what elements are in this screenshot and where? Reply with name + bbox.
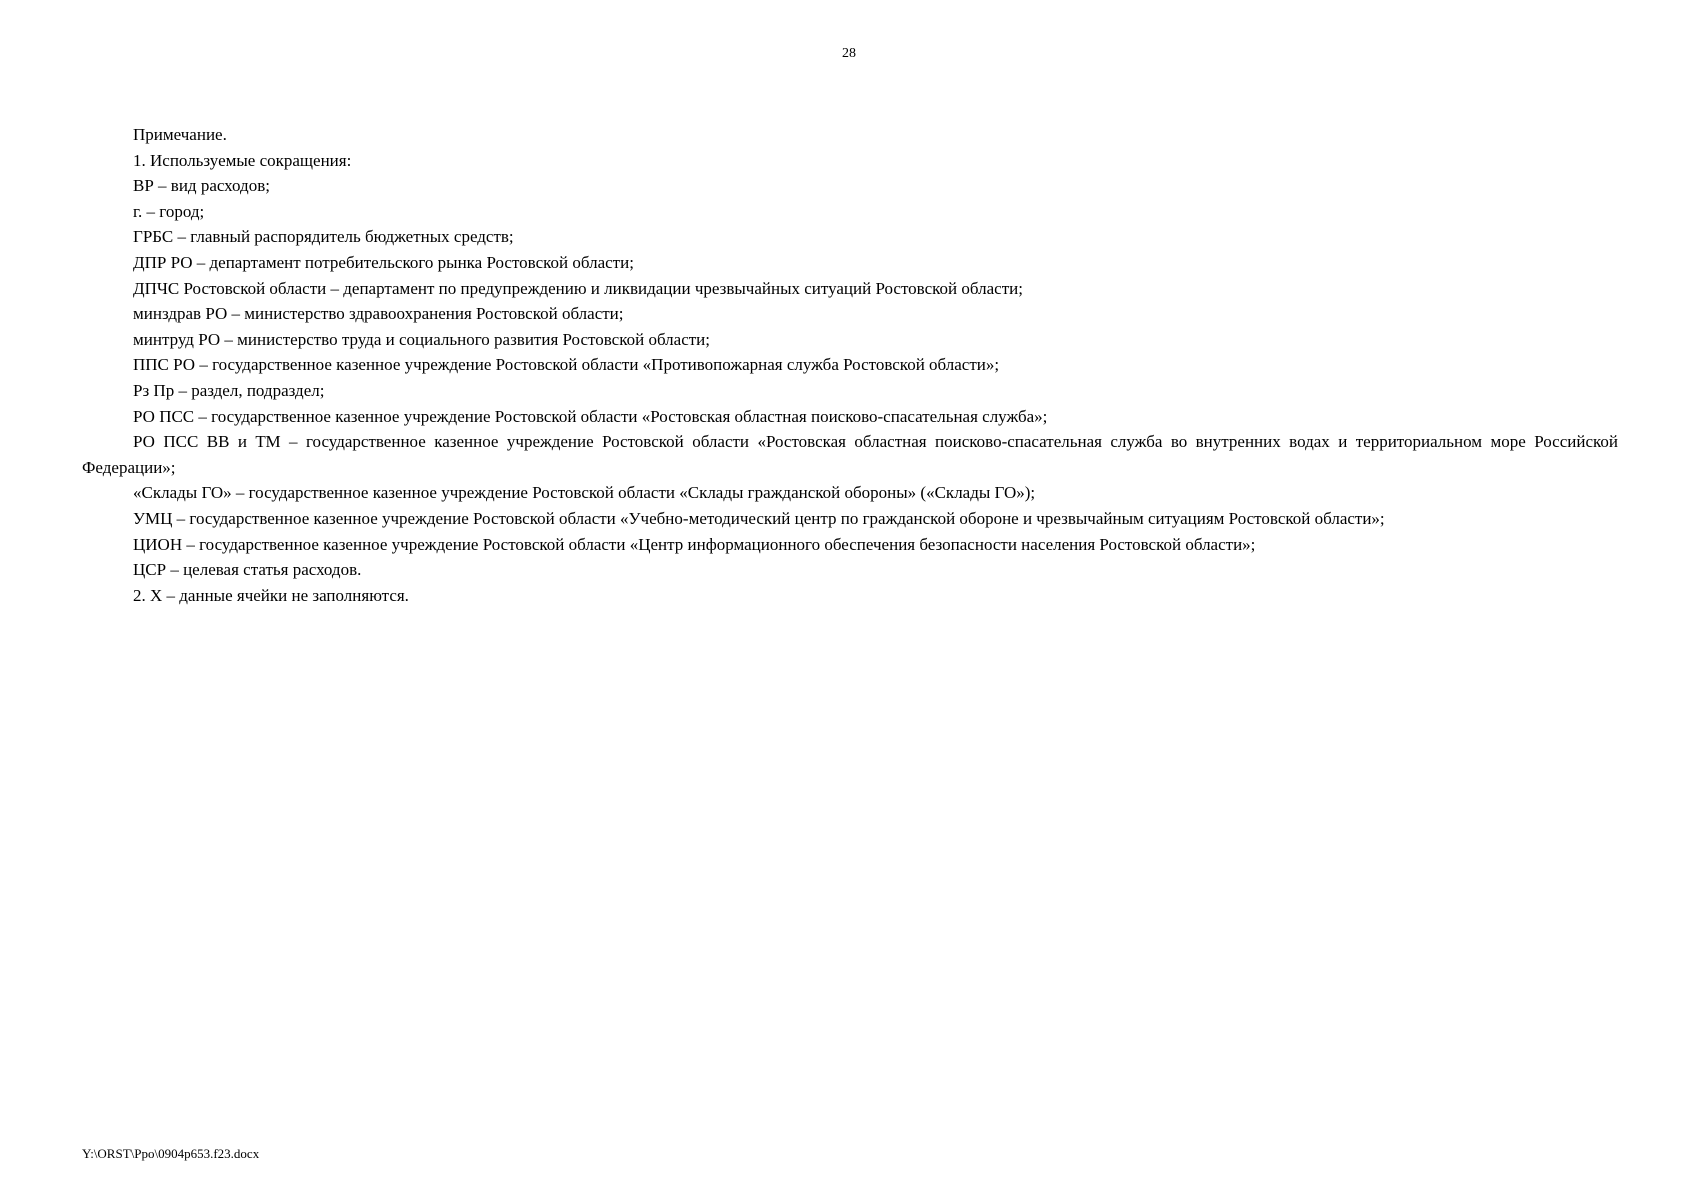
paragraph: минздрав РО – министерство здравоохранения Ростовской области; [133,304,624,324]
paragraph: ДПР РО – департамент потребительского рынка Ростовской области; [133,252,634,272]
paragraph: ППС РО – государственное казенное учреждение Ростовской области «Противопожарная служба Ростовской области»; [133,355,1000,375]
paragraph: ЦИОН – государственное казенное учреждение Ростовской области «Центр информационного обеспечения безопасности населения Ростовской области»; [133,534,1256,554]
paragraph: РО ПСС ВВ и ТМ – государственное казенное учреждение Ростовской области «Ростовская областная поисково-спасательная служба во внутренних водах и территориальном море Российской Федерации»; [82,432,1618,477]
paragraph: 1. Используемые сокращения: [133,150,352,170]
paragraph: РО ПСС – государственное казенное учреждение Ростовской области «Ростовская областная поисково-спасательная служба»; [133,406,1048,426]
body-text [82,122,1618,608]
paragraph: 2. Х – данные ячейки не заполняются. [133,585,409,605]
paragraph: ГРБС – главный распорядитель бюджетных средств; [133,227,514,247]
paragraph: «Склады ГО» – государственное казенное учреждение Ростовской области «Склады гражданской обороны» («Склады ГО»); [133,483,1036,503]
paragraph: г. – город; [133,201,205,221]
paragraph: Примечание. [133,125,227,144]
paragraph: Рз Пр – раздел, подраздел; [133,380,325,400]
footer-file-path: Y:\ORST\Ppo\0904p653.f23.docx [82,1146,260,1161]
page-number: 28 [842,46,856,61]
paragraph: минтруд РО – министерство труда и социального развития Ростовской области; [133,329,710,349]
paragraph: УМЦ – государственное казенное учреждение Ростовской области «Учебно-методический центр по гражданской обороне и чрезвычайным ситуациям Ростовской области»; [133,508,1385,528]
paragraph: ВР – вид расходов; [133,176,270,196]
paragraph: ДПЧС Ростовской области – департамент по предупреждению и ликвидации чрезвычайных ситуаций Ростовской области; [133,278,1023,298]
paragraph: ЦСР – целевая статья расходов. [133,560,362,580]
